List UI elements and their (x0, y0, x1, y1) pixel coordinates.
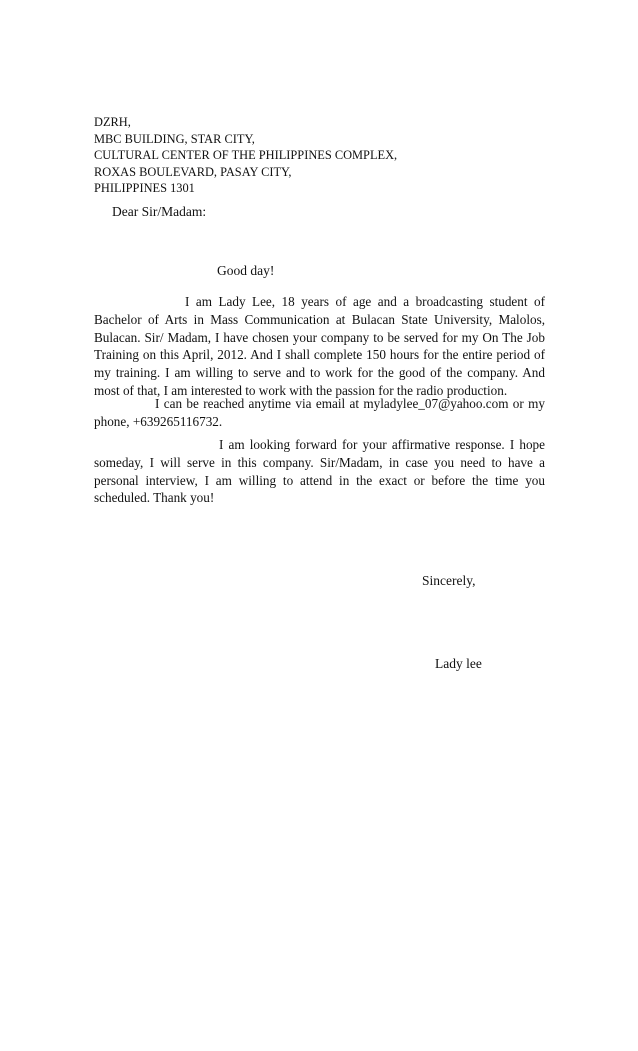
body-paragraph-contact: I can be reached anytime via email at myladylee_07@yahoo.com or my phone, +639265116732. (94, 396, 545, 429)
body-paragraph-intro: I am Lady Lee, 18 years of age and a broadcasting student of Bachelor of Arts in Mass Communication at Bulacan State University, Malolos, Bulacan. Sir/ Madam, I have chosen your company to be served for my On The Job Training on this April, 2012. And I shall complete 150 hours for the entire period of my training. I am willing to serve and to work for the good of the company. And most of that, I am interested to work with the passion for the radio production. (94, 294, 545, 398)
closing: Sincerely, (422, 573, 476, 588)
address-line: MBC BUILDING, STAR CITY, (94, 131, 255, 146)
greeting: Good day! (217, 263, 275, 278)
address-line: PHILIPPINES 1301 (94, 181, 195, 195)
recipient-address (94, 114, 397, 197)
salutation: Dear Sir/Madam: (112, 204, 207, 219)
address-line: CULTURAL CENTER OF THE PHILIPPINES COMPLEX, (94, 148, 398, 162)
signature-name: Lady lee (435, 656, 482, 671)
address-line: ROXAS BOULEVARD, PASAY CITY, (94, 164, 292, 179)
address-line: DZRH, (94, 115, 131, 129)
body-paragraph-closing: I am looking forward for your affirmative response. I hope someday, I will serve in this company. Sir/Madam, in case you need to have a personal interview, I am willing to attend in the exact or before the time you scheduled. Thank you! (94, 437, 545, 506)
